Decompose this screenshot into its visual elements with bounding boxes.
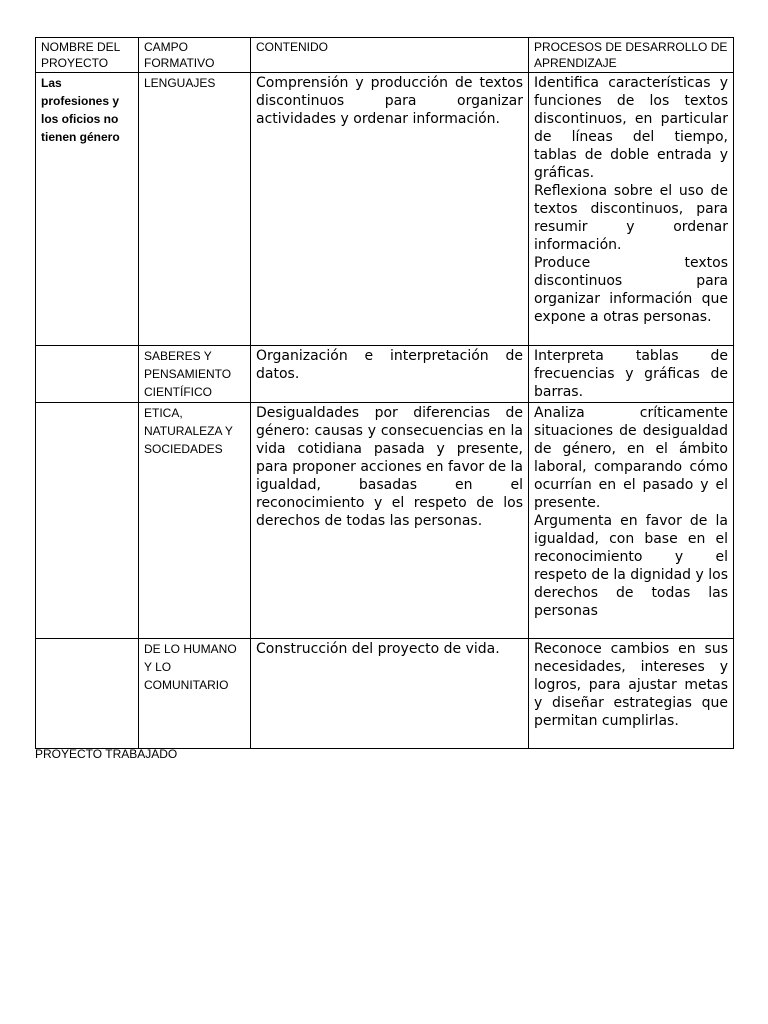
campo-cell: SABERES Y PENSAMIENTO CIENTÍFICO xyxy=(139,346,251,403)
table-header-row xyxy=(36,38,734,73)
proceso-item: Produce textos discontinuos para organizar información que expone a otras personas. xyxy=(534,255,728,325)
campo-cell: ETICA, NATURALEZA Y SOCIEDADES xyxy=(139,403,251,639)
proceso-item: Interpreta tablas de frecuencias y gráficas de barras. xyxy=(534,348,728,400)
procesos-cell xyxy=(529,73,734,346)
procesos-cell xyxy=(529,639,734,749)
header-procesos: PROCESOS DE DESARROLLO DE APRENDIZAJE xyxy=(529,38,734,73)
proceso-item: Identifica características y funciones de los textos discontinuos, en particular de líneas del tiempo, tablas de doble entrada y gráficas. xyxy=(534,75,728,181)
proceso-item: Analiza críticamente situaciones de desigualdad de género, en el ámbito laboral, comparando cómo ocurrían en el pasado y el presente. xyxy=(534,405,728,511)
header-campo-formativo: CAMPO FORMATIVO xyxy=(139,38,251,73)
proceso-item: Reflexiona sobre el uso de textos discontinuos, para resumir y ordenar información. xyxy=(534,183,728,253)
project-name-cell xyxy=(36,403,139,639)
project-name-cell xyxy=(36,639,139,749)
table-row xyxy=(36,73,734,346)
footer-note: PROYECTO TRABAJADO xyxy=(35,747,178,761)
proceso-item: Argumenta en favor de la igualdad, con base en el reconocimiento y el respeto de la dignidad y los derechos de todas las personas xyxy=(534,513,728,619)
table-row xyxy=(36,346,734,403)
contenido-cell: Desigualdades por diferencias de género: causas y consecuencias en la vida cotidiana pasada y presente, para proponer acciones en favor de la igualdad, basadas en el reconocimiento y el respeto de los derechos de todas las personas. xyxy=(251,403,529,639)
project-name-cell: Las profesiones y los oficios no tienen género xyxy=(36,73,139,346)
campo-cell: LENGUAJES xyxy=(139,73,251,346)
contenido-cell: Organización e interpretación de datos. xyxy=(251,346,529,403)
procesos-cell xyxy=(529,346,734,403)
campo-cell: DE LO HUMANO Y LO COMUNITARIO xyxy=(139,639,251,749)
contenido-cell: Construcción del proyecto de vida. xyxy=(251,639,529,749)
project-table xyxy=(35,37,734,749)
table-row xyxy=(36,639,734,749)
table-row xyxy=(36,403,734,639)
project-name-cell xyxy=(36,346,139,403)
procesos-cell xyxy=(529,403,734,639)
header-nombre-proyecto: NOMBRE DEL PROYECTO xyxy=(36,38,139,73)
header-contenido: CONTENIDO xyxy=(251,38,529,73)
contenido-cell: Comprensión y producción de textos discontinuos para organizar actividades y ordenar información. xyxy=(251,73,529,346)
proceso-item: Reconoce cambios en sus necesidades, intereses y logros, para ajustar metas y diseñar estrategias que permitan cumplirlas. xyxy=(534,641,728,729)
